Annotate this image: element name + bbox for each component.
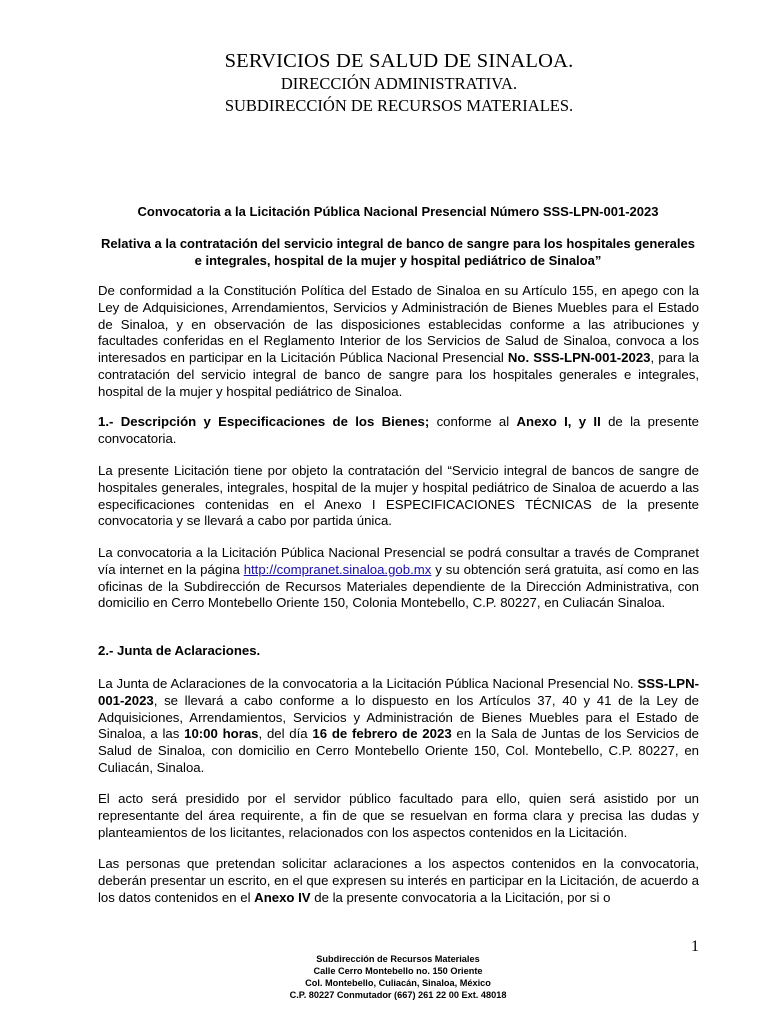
aclaraciones-annex: Anexo IV [254,889,311,905]
section-2-heading [98,643,699,660]
consulta-paragraph [98,545,699,612]
junta-text-c: , del día [258,726,313,742]
section-1-heading: 1.- Descripción y Especificaciones de los Bienes; [98,414,430,429]
aclaraciones-text-b: de la presente convocatoria a la Licitación, por si o [310,889,611,905]
consulta-text-b: y su obtención será gratuita, así como en las oficinas de la Subdirección de Recursos Materiales dependiente de la Dirección Administrativa, con domicilio en Cerro Montebello Oriente 150, Colonia Montebello, C.P. 80227, en Culiacán Sinaloa. [98,561,699,611]
junta-text-b: , se llevará a cabo conforme a lo dispuesto en los Artículos 37, 40 y 41 de la Ley de Adquisiciones, Arrendamientos, Servicios y Administración de Bienes Muebles para el Estado de Sinaloa, a las [98,692,699,742]
consulta-text-a: La convocatoria a la Licitación Pública Nacional Presencial se podrá consultar a través de Compranet vía internet en la página [98,545,699,577]
compranet-link[interactable]: http://compranet.sinaloa.gob.mx [243,561,432,577]
section-1-annex: Anexo I, y II [516,414,601,429]
objeto-paragraph: La presente Licitación tiene por objeto la contratación del “Servicio integral de bancos de sangre de hospitales generales, integrales, hospital de la mujer y hospital pediátrico de Sinaloa de acuerdo a las especificaciones contenidas en el Anexo I ESPECIFICACIONES TÉCNICAS de la presente convocatoria y se llevará a cabo por partida única. [98,463,699,529]
junta-licitacion-number: SSS-LPN-001-2023 [98,676,699,708]
aclaraciones-paragraph [98,856,699,906]
section-1-paragraph [98,414,699,448]
junta-date: 16 de febrero de 2023 [312,726,452,742]
footer-line-4: C.P. 80227 Conmutador (667) 261 22 00 Ext. 48018 [289,990,507,1000]
intro-text-c: , para la contratación del servicio integral de banco de sangre para los hospitales generales e integrales, hospital de la mujer y hospital pediátrico de Sinaloa. [98,350,700,399]
footer-line-1: Subdirección de Recursos Materiales [316,954,480,964]
header-direction: DIRECCIÓN ADMINISTRATIVA. [280,74,518,93]
junta-text-a: La Junta de Aclaraciones de la convocatoria a la Licitación Pública Nacional Presencial No. [98,676,638,691]
junta-paragraph [98,676,699,777]
footer-line-2: Calle Cerro Montebello no. 150 Oriente [313,966,483,976]
relativa-title: Relativa a la contratación del servicio integral de banco de sangre para los hospitales generales e integrales, hospital de la mujer y hospital pediátrico de Sinaloa” [101,236,695,268]
section-2-heading-text: 2.- Junta de Aclaraciones. [98,643,261,658]
acto-paragraph: El acto será presidido por el servidor público facultado para ello, quien será asistido por un representante del área requirente, a fin de que se resuelvan en forma clara y precisa las dudas y planteamientos de los licitantes, relacionados con los aspectos contenidos en la Licitación. [98,791,699,840]
section-1-text-b: de la presente convocatoria. [98,414,699,446]
convocatoria-title: Convocatoria a la Licitación Pública Nacional Presencial Número SSS-LPN-001-2023 [137,204,659,219]
junta-time: 10:00 horas [184,726,259,742]
intro-licitacion-number: No. SSS-LPN-001-2023 [507,350,651,366]
header-subdirection: SUBDIRECCIÓN DE RECURSOS MATERIALES. [224,96,574,115]
page-number: 1 [691,938,699,955]
junta-text-d: en la Sala de Juntas de los Servicios de Salud de Sinaloa, con domicilio en Cerro Montebello Oriente 150, Col. Montebello, C.P. 80227, en Culiacán, Sinaloa. [98,726,699,775]
footer-line-3: Col. Montebello, Culiacán, Sinaloa, México [305,978,491,988]
section-1-text-a: conforme al [429,414,517,429]
footer [98,953,698,1001]
intro-text-a: De conformidad a la Constitución Política del Estado de Sinaloa en su Artículo 155, en apego con la Ley de Adquisiciones, Arrendamientos, Servicios y Administración de Bienes Muebles para el Estado de Sinaloa, y en observación de las disposiciones establecidas conforme a las atribuciones y facultades conferidas en el Reglamento Interior de los Servicios de Salud de Sinaloa, convoca a los interesados en participar en la Licitación Pública Nacional Presencial [98,283,699,366]
header-org: SERVICIOS DE SALUD DE SINALOA. [224,50,574,72]
intro-paragraph [98,283,699,401]
aclaraciones-text-a: Las personas que pretendan solicitar aclaraciones a los aspectos contenidos en la convocatoria, deberán presentar un escrito, en el que expresen su interés en participar en la Licitación, de acuerdo a los datos contenidos en el [98,856,699,905]
